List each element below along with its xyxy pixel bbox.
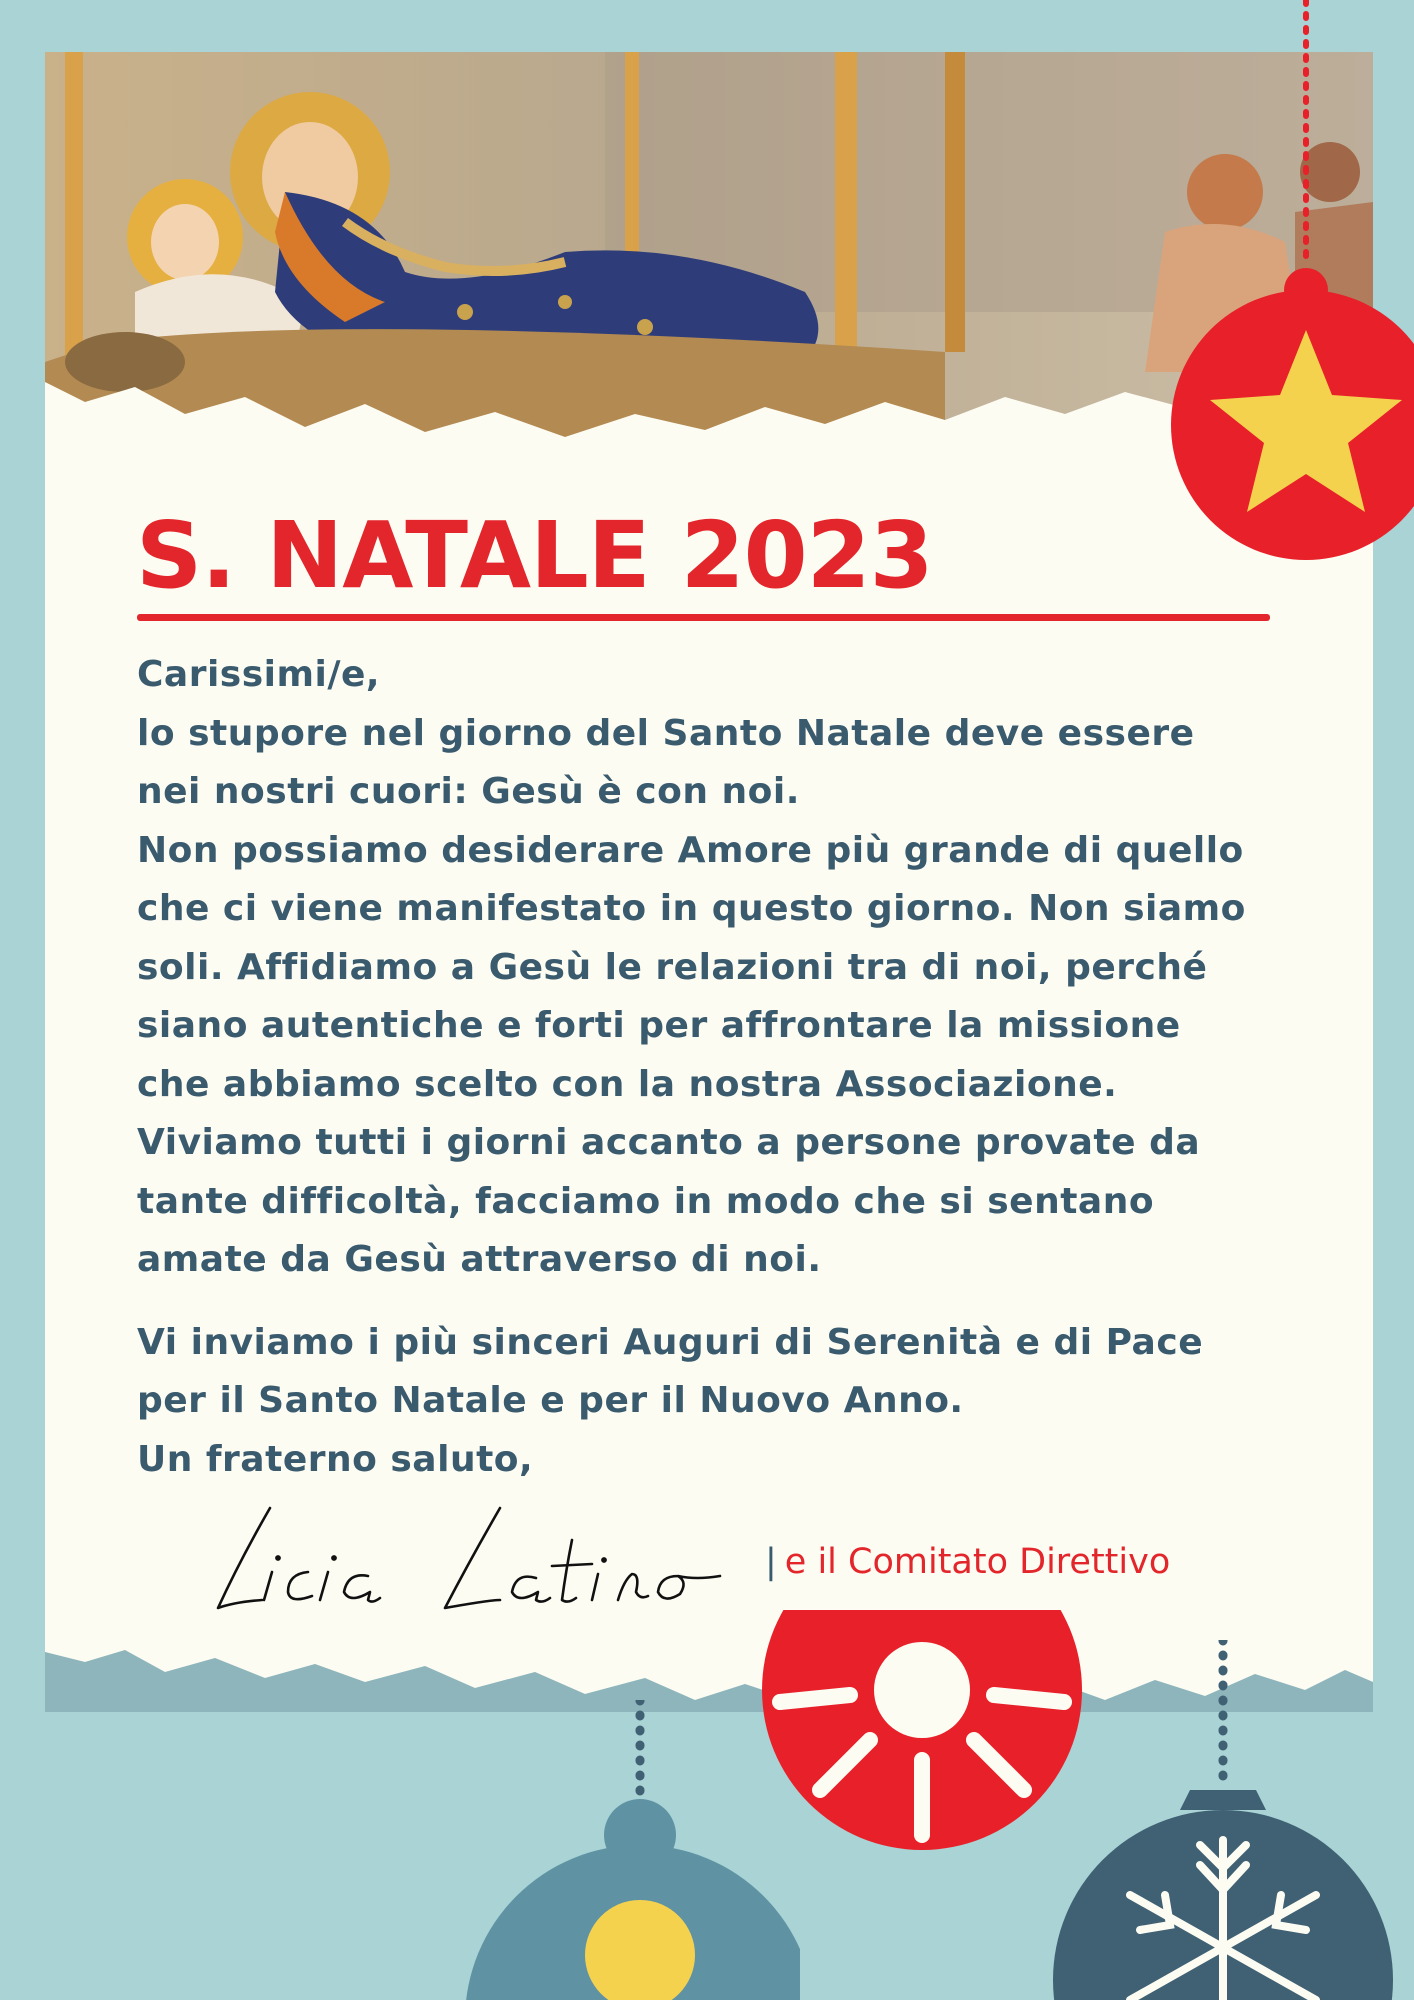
title-underline	[137, 614, 1270, 621]
letter-line: siano autentiche e forti per affrontare la missione	[137, 1005, 1181, 1046]
letter-line: Viviamo tutti i giorni accanto a persone provate da	[137, 1122, 1201, 1163]
letter-line: lo stupore nel giorno del Santo Natale deve essere	[137, 712, 1195, 754]
letter-line: Vi inviamo i più sinceri Auguri di Serenità e di Pace	[137, 1321, 1204, 1363]
letter-line: amate da Gesù attraverso di noi.	[137, 1239, 822, 1280]
letter-line: per il Santo Natale e per il Nuovo Anno.	[137, 1380, 964, 1421]
letter-body	[137, 646, 1337, 1489]
page-title: S. NATALE 2023	[136, 502, 933, 609]
signature-block	[200, 1500, 1300, 1620]
red-star-ornament	[1170, 0, 1414, 560]
teal-ornament	[460, 1700, 800, 2000]
committee-label: e il Comitato Direttivo	[784, 1542, 1171, 1582]
signature-separator: |	[765, 1542, 777, 1582]
letter-line: tante difficoltà, facciamo in modo che si sentano	[137, 1180, 1155, 1222]
committee-signature	[765, 1542, 1170, 1582]
letter-line: che ci viene manifestato in questo giorno. Non siamo	[137, 888, 1246, 929]
letter-line: Carissimi/e,	[137, 654, 381, 695]
letter-line: soli. Affidiamo a Gesù le relazioni tra di noi, perché	[137, 946, 1208, 988]
letter-line: Un fraterno saluto,	[137, 1438, 534, 1480]
navy-snowflake-ornament	[1040, 1640, 1414, 2000]
letter-line: che abbiamo scelto con la nostra Associazione.	[137, 1063, 1118, 1105]
letter-line: Non possiamo desiderare Amore più grande di quello	[137, 829, 1244, 871]
letter-line: nei nostri cuori: Gesù è con noi.	[137, 771, 800, 812]
handwritten-signature	[200, 1500, 740, 1620]
letter-paragraph-1	[137, 646, 1337, 1290]
letter-paragraph-2	[137, 1314, 1337, 1490]
